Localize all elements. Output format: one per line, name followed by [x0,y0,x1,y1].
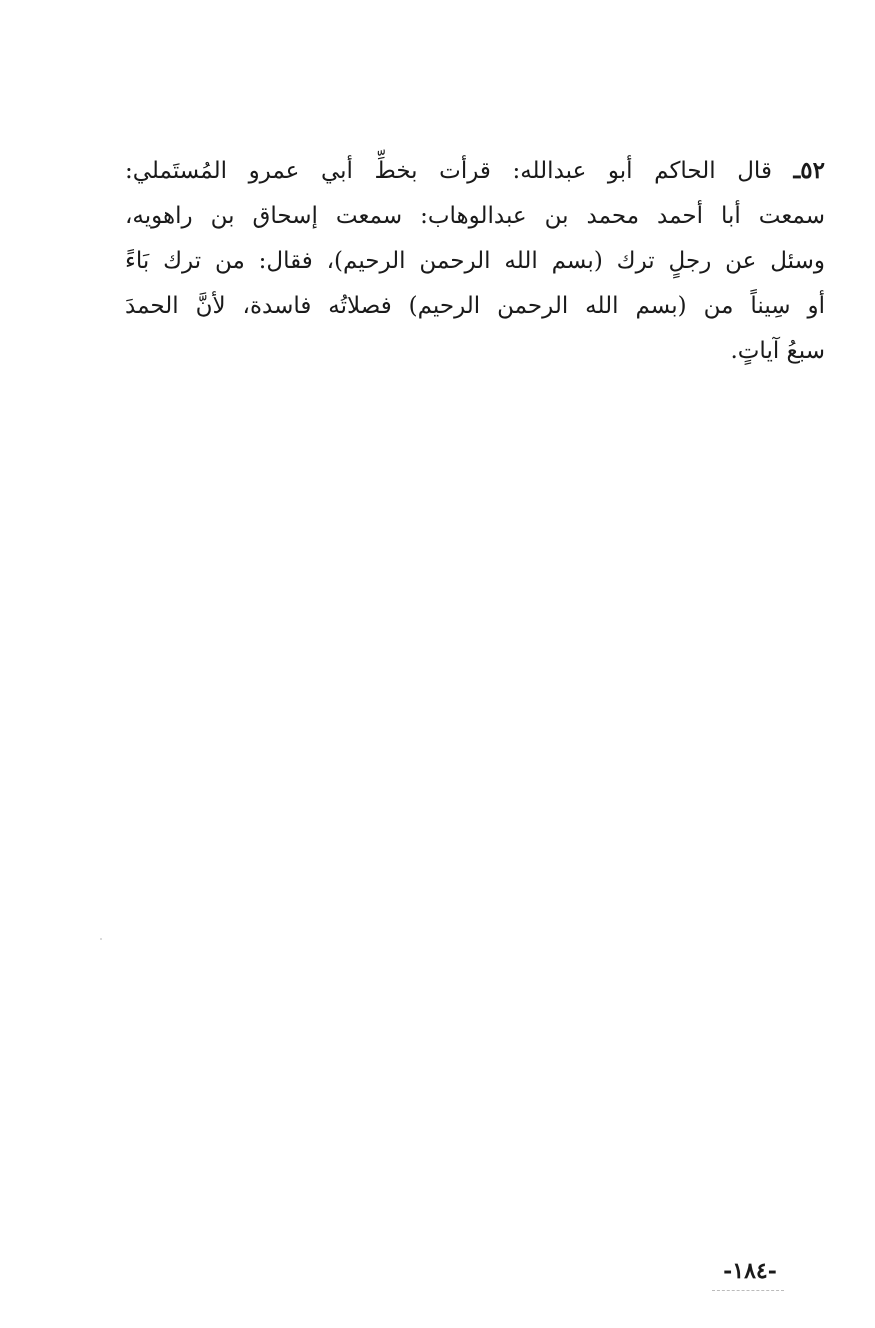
entry-line-2: سمعت أبا أحمد محمد بن عبدالوهاب: سمعت إسحاق بن راهويه، [125,203,825,229]
hadith-entry [125,148,825,374]
page-number-rule [712,1290,784,1291]
entry-number: ٥٢ـ [793,157,825,184]
entry-line-4: أو سِيناً من (بسم الله الرحمن الرحيم) فصلاتُه فاسدة، لأنَّ الحمدَ [125,293,825,319]
scan-speck [100,938,102,940]
entry-line-5: سبعُ آياتٍ. [730,338,825,364]
entry-line-3: وسئل عن رجلٍ ترك (بسم الله الرحمن الرحيم)، فقال: من ترك بَاءً [125,248,825,274]
entry-line-1-text: قال الحاكم أبو عبدالله: قرأت بخطِّ أبي عمرو المُستَملي: [125,158,772,184]
entry-line-1 [125,148,825,194]
page-number: -١٨٤- [723,1258,777,1284]
